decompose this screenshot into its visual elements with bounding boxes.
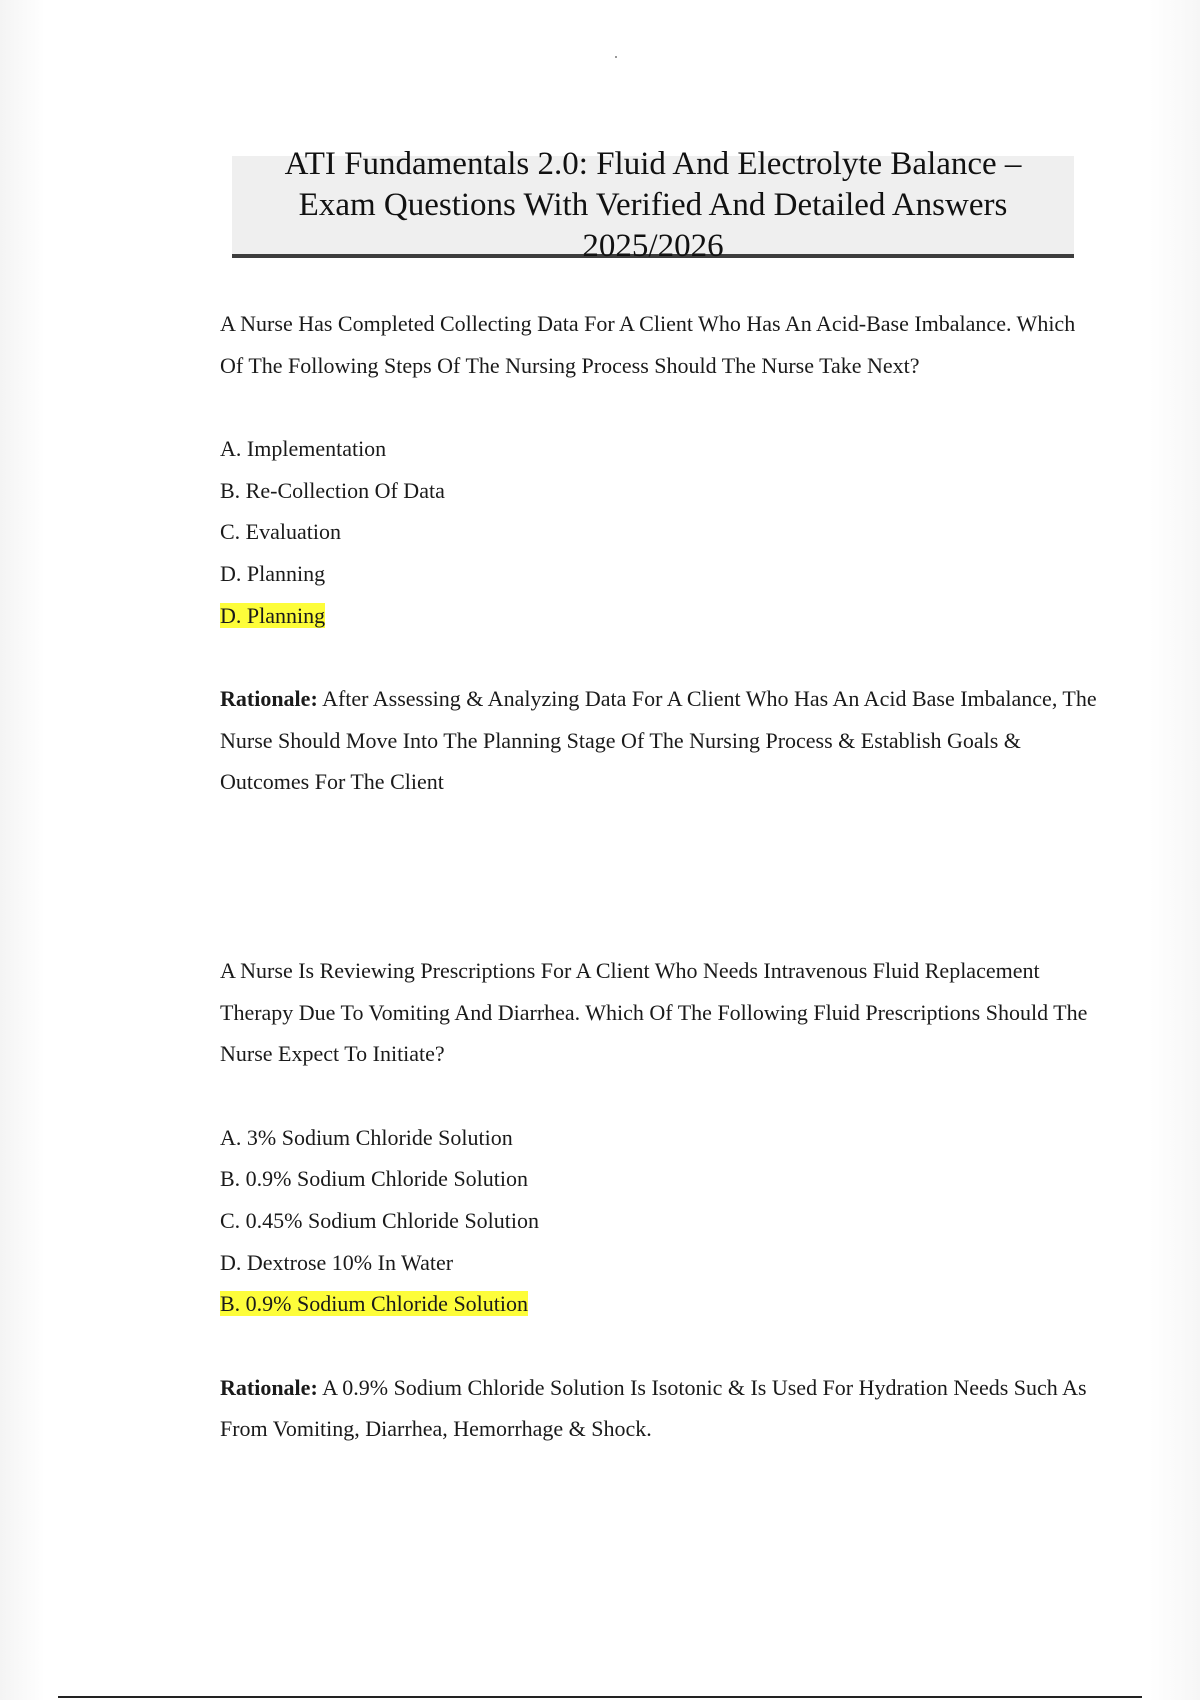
answer-text: D. Planning [220,602,326,628]
scan-speck [615,56,617,58]
rationale-text: A 0.9% Sodium Chloride Solution Is Isotonic & Is Used For Hydration Needs Such As From Vomiting, Diarrhea, Hemorrhage & Shock. [220,1374,1087,1442]
footer-rule [58,1696,1142,1698]
question-text: A Nurse Is Reviewing Prescriptions For A Client Who Needs Intravenous Fluid Replacement Therapy Due To Vomiting And Diarrhea. Which Of The Following Fluid Prescriptions Should The Nurse Expect To Initiate? [220,957,1088,1067]
question-block [220,950,1100,1450]
option-item: C. 0.45% Sodium Chloride Solution [220,1207,540,1233]
option-list [220,1117,1100,1325]
option-item: C. Evaluation [220,519,341,545]
option-list [220,428,1100,636]
rationale-text: After Assessing & Analyzing Data For A Client Who Has An Acid Base Imbalance, The Nurse Should Move Into The Planning Stage Of The Nursing Process & Establish Goals & Outcomes For The Client [220,686,1097,795]
document-content [220,303,1100,1472]
option-item: D. Planning [220,560,326,586]
option-item: B. Re-Collection Of Data [220,477,445,503]
answer-text: B. 0.9% Sodium Chloride Solution [220,1291,529,1317]
highlighted-answer [220,1283,1100,1325]
question-block [220,303,1100,803]
rationale [220,1367,1100,1450]
document-title: ATI Fundamentals 2.0: Fluid And Electrolyte Balance – Exam Questions With Verified And Detailed Answers 2025/2026 [284,145,1022,264]
section-gap [220,825,1100,950]
option-item: A. 3% Sodium Chloride Solution [220,1124,513,1150]
title-box [232,145,1074,264]
option-item: D. Dextrose 10% In Water [220,1249,454,1275]
option-item: A. Implementation [220,436,387,462]
highlighted-answer [220,595,1100,637]
rationale-label: Rationale: [220,686,318,712]
question-text: A Nurse Has Completed Collecting Data For A Client Who Has An Acid-Base Imbalance. Which Of The Following Steps Of The Nursing Process Should The Nurse Take Next? [220,311,1076,378]
rationale-label: Rationale: [220,1374,318,1400]
option-item: B. 0.9% Sodium Chloride Solution [220,1166,529,1192]
rationale [220,678,1100,803]
